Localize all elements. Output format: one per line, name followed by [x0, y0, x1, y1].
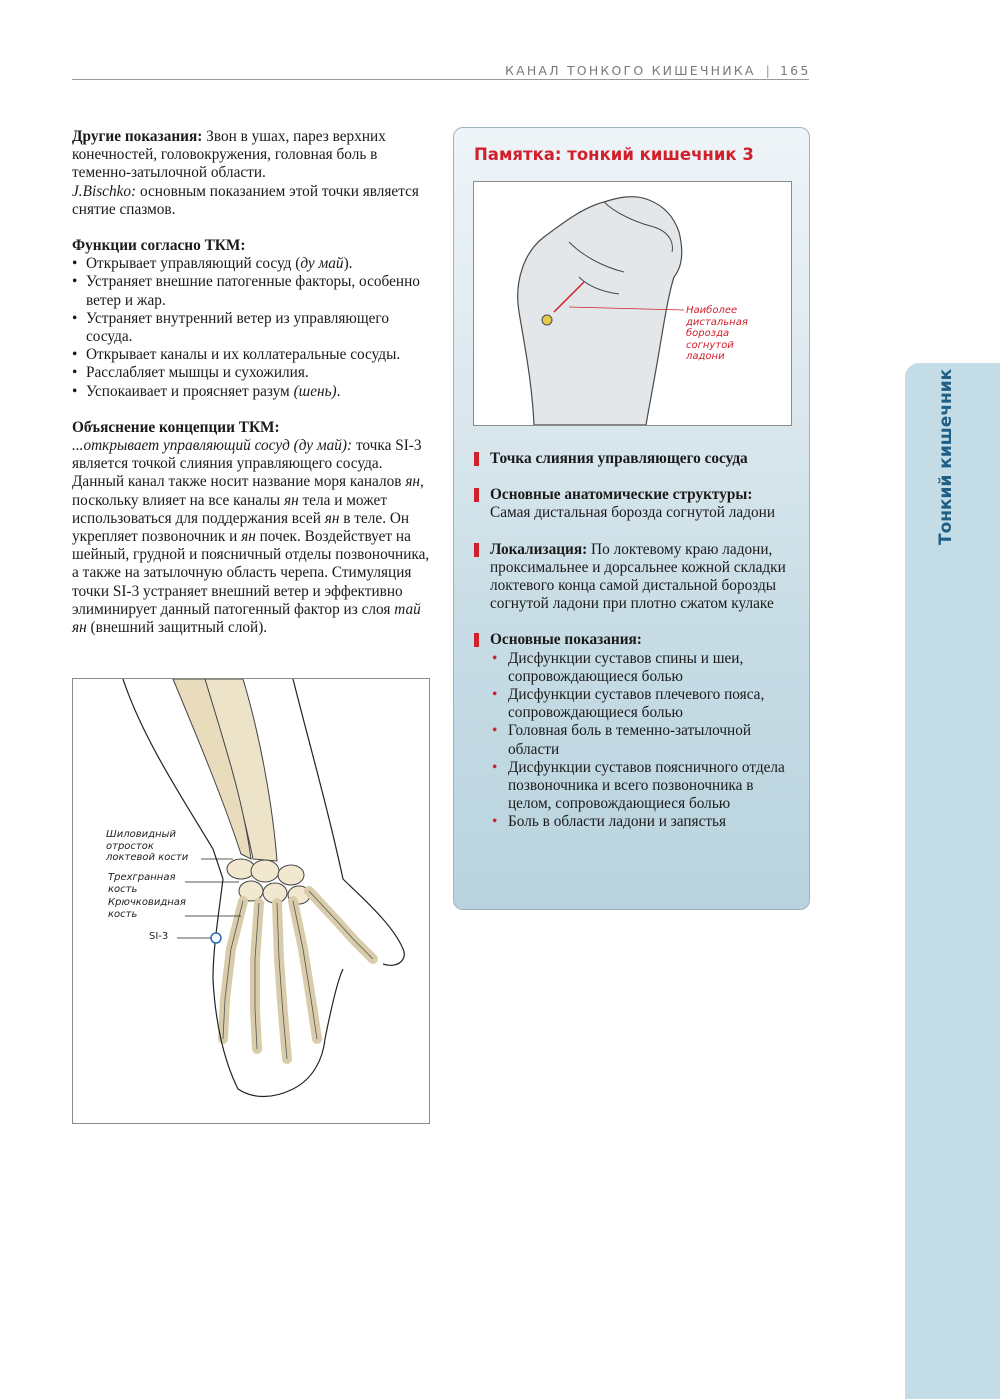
list-item: • Дисфункции суставов плечевого пояса, сопровождающиеся болью [490, 686, 794, 722]
label-ulnar-styloid: Шиловидный отросток локтевой кости [106, 829, 189, 863]
list-item: • Дисфункции суставов поясничного отдела позвоночника и всего позвоночника в целом, сопровождающиеся болью [490, 759, 794, 814]
other-indications-text: Звон в ушах, парез верхних конечностей, головокружения, головная боль в теменно-затылочной области. [72, 128, 386, 182]
bischko-text: основным показанием этой точки является снятие спазмов. [72, 182, 419, 218]
list-item: • Успокаивает и проясняет разум (шень). [72, 383, 430, 401]
location-section [474, 541, 794, 614]
explanation-text: ...открывает управляющий сосуд (ду май): точка SI-3 является точкой слияния управляющего сосуда. Данный канал также носит название моря каналов ян, поскольку влияет на все каналы ян тела и может использоваться для поддержания всей ян в теле. Он укрепляет позвоночник и ян почек. Воздействует на шейный, грудной и поясничный отделы позвоночника, а также на затылочную область черепа. Стимуляция точки SI-3 устраняет внешний ветер и эффективно элиминирует данный патогенный фактор из слоя тай ян (внешний защитный слой). [72, 437, 430, 637]
memo-box [453, 127, 810, 910]
explanation-section [72, 419, 430, 637]
list-item: • Устраняет внешние патогенные факторы, особенно ветер и жар. [72, 273, 430, 309]
list-item: • Боль в области ладони и запястья [490, 813, 794, 831]
other-indications-paragraph [72, 128, 430, 219]
location-text: По локтевому краю ладони, проксимальнее и дорсальнее кожной складки локтевого конца самой дистальной борозды согнутой ладони при плотно сжатом кулаке [490, 540, 786, 613]
chapter-title: КАНАЛ ТОНКОГО КИШЕЧНИКА [505, 63, 756, 78]
functions-section [72, 237, 430, 401]
running-header [505, 63, 811, 78]
functions-list [72, 255, 430, 401]
list-item: • Открывает каналы и их коллатеральные сосуды. [72, 346, 430, 364]
indications-heading: Основные показания: [490, 631, 642, 649]
list-item: • Устраняет внутренний ветер из управляющего сосуда. [72, 310, 430, 346]
label-triquetral: Трехгранная кость [108, 872, 176, 895]
other-indications-label: Другие показания: [72, 128, 203, 145]
page-number: 165 [780, 63, 811, 78]
memo-title: Памятка: тонкий кишечник 3 [474, 145, 754, 164]
si3-point-marker [211, 933, 221, 943]
anatomy-text: Самая дистальная борозда согнутой ладони [490, 504, 776, 522]
fist-illustration [474, 182, 791, 425]
red-marker [474, 543, 479, 557]
indications-section [474, 631, 794, 831]
red-marker [474, 633, 479, 647]
fist-figure [473, 181, 792, 426]
si3-location-marker [542, 315, 552, 325]
confluent-heading: Точка слияния управляющего сосуда [490, 450, 748, 467]
explanation-title: Объяснение концепции ТКМ: [72, 418, 280, 436]
bischko-author: J.Bischko: [72, 182, 137, 200]
location-heading: Локализация: [490, 540, 588, 558]
fist-crease-label: Наиболее дистальная борозда согнутой ладони [686, 305, 748, 362]
left-column [72, 128, 430, 655]
label-si3: SI-3 [149, 931, 169, 942]
hand-skeleton-figure [72, 678, 430, 1124]
label-hamate: Крючковидная кость [108, 897, 186, 920]
anatomy-section [474, 486, 794, 522]
functions-title: Функции согласно ТКМ: [72, 237, 246, 255]
red-marker [474, 488, 479, 502]
list-item: • Головная боль в теменно-затылочной области [490, 722, 794, 758]
list-item: • Дисфункции суставов спины и шеи, сопровождающиеся болью [490, 650, 794, 686]
anatomy-heading: Основные анатомические структуры: [490, 486, 753, 504]
list-item: • Открывает управляющий сосуд (ду май). [72, 255, 430, 273]
memo-sections [474, 450, 794, 850]
header-separator: | [765, 63, 773, 78]
indications-list [490, 650, 794, 832]
red-marker [474, 452, 479, 466]
list-item: • Расслабляет мышцы и сухожилия. [72, 364, 430, 382]
header-rule [72, 79, 809, 80]
chapter-side-tab-label: Тонкий кишечник [936, 368, 956, 545]
confluent-section [474, 450, 794, 468]
